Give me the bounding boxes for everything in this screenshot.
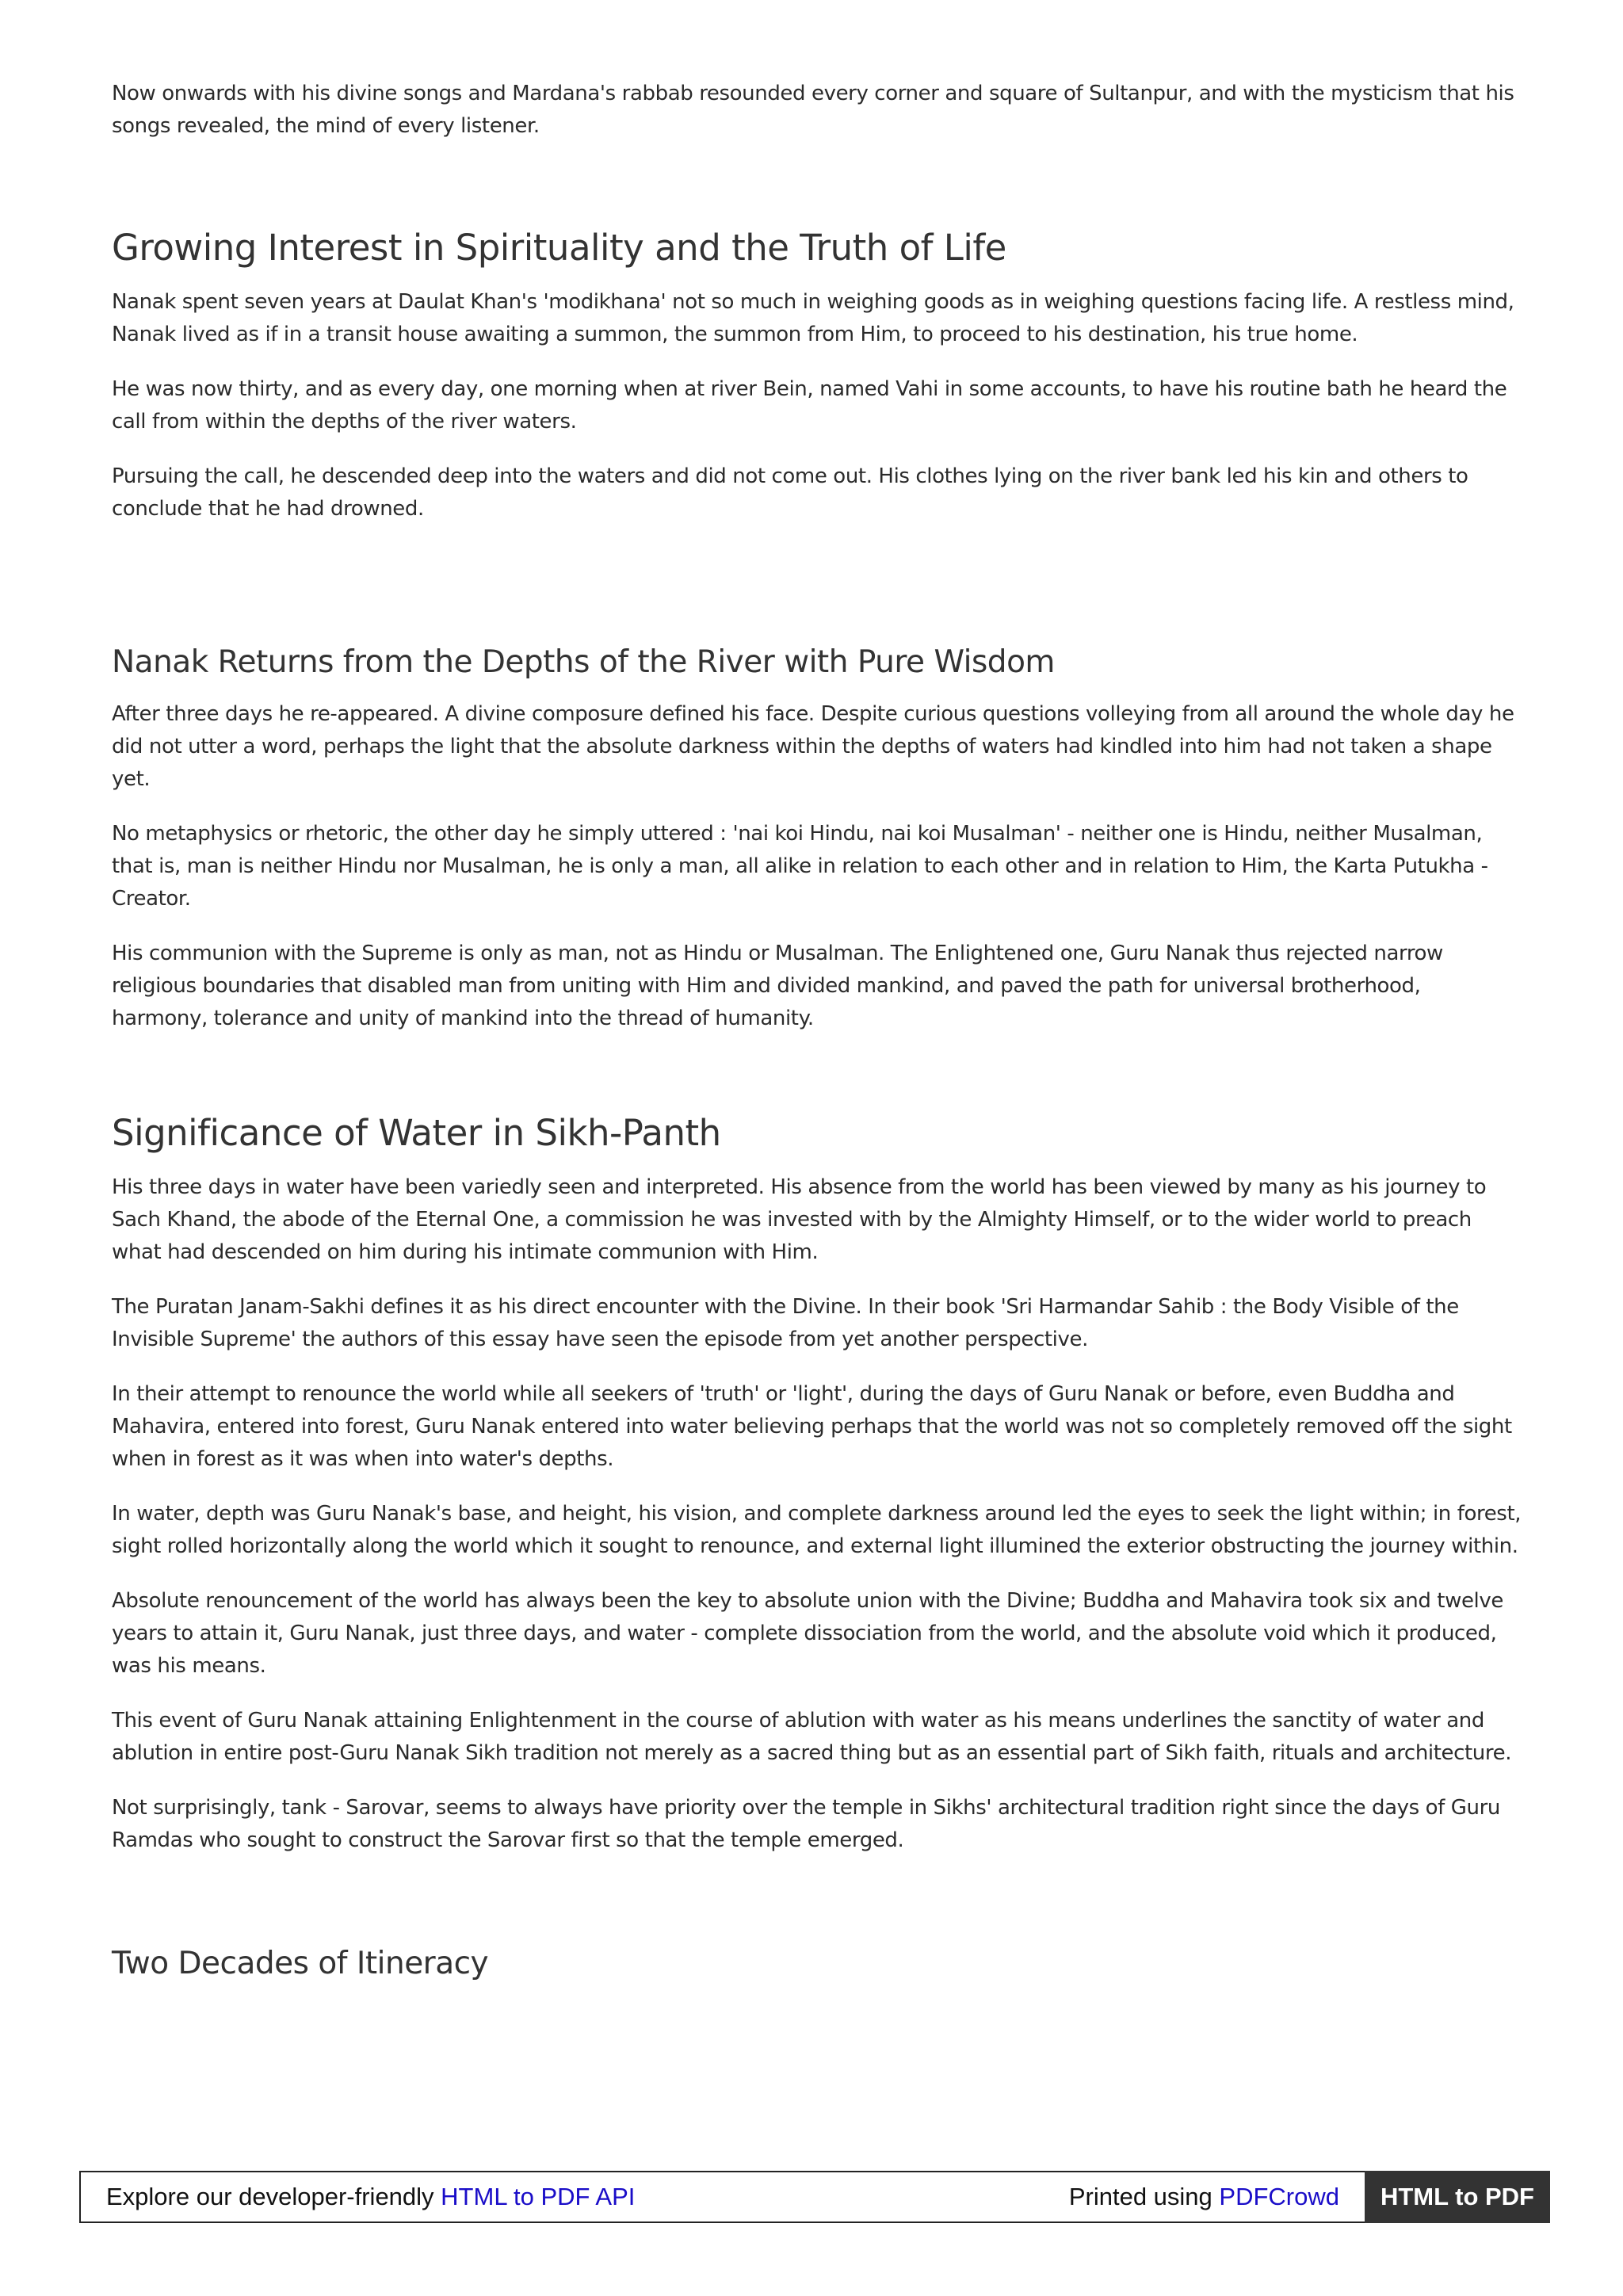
paragraph: In water, depth was Guru Nanak's base, and height, his vision, and complete darkness around led the eyes to seek the light within; in forest, sight rolled horizontally along the world which it sought to renounce, and external light illumined the exterior obstructing the journey within. [112, 1502, 1522, 1558]
paragraph: Pursuing the call, he descended deep into the waters and did not come out. His clothes lying on the river bank led his kin and others to conclude that he had drowned. [112, 464, 1468, 521]
paragraph: Absolute renouncement of the world has always been the key to absolute union with the Divine; Buddha and Mahavira took six and twelve years to attain it, Guru Nanak, just three days, and water - complete dissociation from the world, and the absolute void which it produced, was his means. [112, 1589, 1503, 1678]
html-to-pdf-api-link[interactable]: HTML to PDF API [441, 2183, 636, 2210]
paragraph: Nanak spent seven years at Daulat Khan's 'modikhana' not so much in weighing goods as in weighing questions facing life. A restless mind, Nanak lived as if in a transit house awaiting a summon, the summon from Him, to proceed to his destination, his true home. [112, 290, 1514, 346]
pdfcrowd-footer [79, 2171, 1550, 2223]
section-heading-growing-interest: Growing Interest in Spirituality and the Truth of Life [112, 227, 1006, 269]
pdfcrowd-link[interactable]: PDFCrowd [1219, 2183, 1339, 2210]
footer-promo-text: Explore our developer-friendly [106, 2183, 441, 2210]
footer-printed-using [1069, 2183, 1365, 2211]
paragraph: This event of Guru Nanak attaining Enlightenment in the course of ablution with water as his means underlines the sanctity of water and ablution in entire post-Guru Nanak Sikh tradition not merely as a sacred thing but as an essential part of Sikh faith, rituals and architecture. [112, 1709, 1512, 1765]
paragraph: He was now thirty, and as every day, one morning when at river Bein, named Vahi in some accounts, to have his routine bath he heard the call from within the depths of the river waters. [112, 377, 1507, 434]
html-to-pdf-badge[interactable]: HTML to PDF [1365, 2171, 1550, 2223]
section-heading-significance-of-water: Significance of Water in Sikh-Panth [112, 1112, 721, 1154]
paragraph: No metaphysics or rhetoric, the other day he simply uttered : 'nai koi Hindu, nai koi Musalman' - neither one is Hindu, neither Musalman, that is, man is neither Hindu nor Musalman, he is only a man, all alike in relation to each other and in relation to Him, the Karta Putukha - Creator. [112, 822, 1488, 911]
paragraph: His communion with the Supreme is only as man, not as Hindu or Musalman. The Enlightened one, Guru Nanak thus rejected narrow religious boundaries that disabled man from uniting with Him and divided mankind, and paved the path for universal brotherhood, harmony, tolerance and unity of mankind into the thread of humanity. [112, 942, 1443, 1030]
paragraph: His three days in water have been variedly seen and interpreted. His absence from the world has been viewed by many as his journey to Sach Khand, the abode of the Eternal One, a commission he was invested with by the Almighty Himself, or to the wider world to preach what had descended on him during his intimate communion with Him. [112, 1175, 1487, 1264]
paragraph: After three days he re-appeared. A divine composure defined his face. Despite curious questions volleying from all around the whole day he did not utter a word, perhaps the light that the absolute darkness within the depths of waters had kindled into him had not taken a shape yet. [112, 702, 1514, 791]
footer-printed-text: Printed using [1068, 2183, 1220, 2210]
paragraph: Now onwards with his divine songs and Mardana's rabbab resounded every corner and square of Sultanpur, and with the mysticism that his songs revealed, the mind of every listener. [112, 82, 1514, 138]
footer-promo [81, 2183, 1069, 2211]
paragraph: The Puratan Janam-Sakhi defines it as his direct encounter with the Divine. In their book 'Sri Harmandar Sahib : the Body Visible of the Invisible Supreme' the authors of this essay have seen the episode from yet another perspective. [112, 1295, 1459, 1351]
paragraph: In their attempt to renounce the world while all seekers of 'truth' or 'light', during the days of Guru Nanak or before, even Buddha and Mahavira, entered into forest, Guru Nanak entered into water believing perhaps that the world was not so completely removed off the sight when in forest as it was when into water's depths. [112, 1382, 1512, 1471]
document-body [112, 78, 1522, 2000]
section-heading-nanak-returns: Nanak Returns from the Depths of the River with Pure Wisdom [112, 644, 1055, 680]
section-heading-two-decades: Two Decades of Itineracy [112, 1946, 489, 1981]
paragraph: Not surprisingly, tank - Sarovar, seems to always have priority over the temple in Sikhs' architectural tradition right since the days of Guru Ramdas who sought to construct the Sarovar first so that the temple emerged. [112, 1796, 1500, 1852]
